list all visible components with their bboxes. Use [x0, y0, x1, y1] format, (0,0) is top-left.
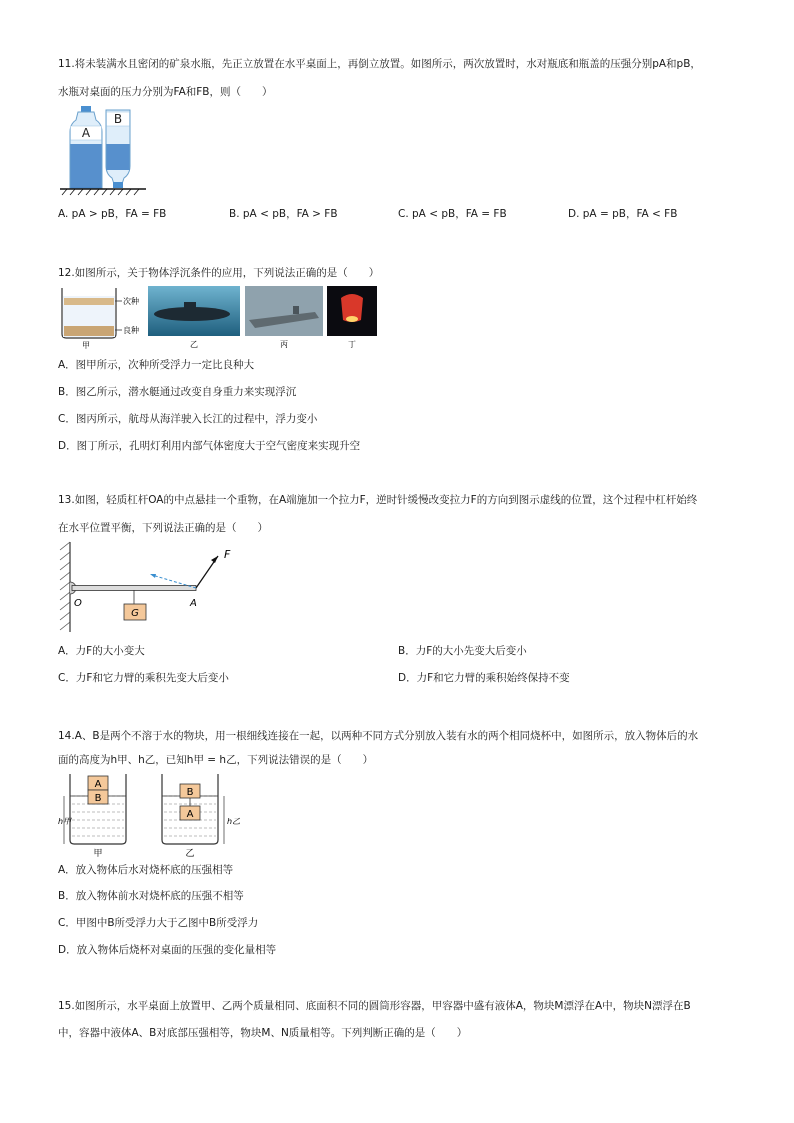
- height-label-jia: h甲: [58, 817, 72, 826]
- carrier-island: [293, 306, 299, 314]
- block-b-yi-label: B: [186, 787, 194, 798]
- q11-option-d[interactable]: D. pA = pB，FA < FB: [568, 208, 678, 220]
- q13-option-b[interactable]: B．力F的大小先变大后变小: [398, 645, 527, 657]
- q13-option-d[interactable]: D．力F和它力臂的乘积始终保持不变: [398, 672, 570, 684]
- q13-option-a[interactable]: A．力F的大小变大: [58, 645, 145, 657]
- q11-option-b[interactable]: B. pA < pB，FA > FB: [229, 208, 338, 220]
- force-f-label: F: [224, 548, 231, 561]
- q12-option-c[interactable]: C．图丙所示，航母从海洋驶入长江的过程中，浮力变小: [58, 413, 318, 425]
- q12-option-a[interactable]: A．图甲所示，次种所受浮力一定比良种大: [58, 359, 255, 371]
- q12-stem: 12.如图所示，关于物体浮沉条件的应用，下列说法正确的是（ ）: [58, 267, 380, 279]
- point-o-label: O: [74, 598, 82, 609]
- q11-bottles-figure: [58, 104, 148, 196]
- q11-option-a[interactable]: A. pA > pB，FA = FB: [58, 208, 167, 220]
- q11-option-c[interactable]: C. pA < pB，FA = FB: [398, 208, 507, 220]
- q12-figure-bing: [245, 286, 323, 350]
- sunk-seeds: [64, 326, 114, 336]
- force-f-arrowhead: [211, 556, 218, 563]
- q12-option-d[interactable]: D．图丁所示，孔明灯利用内部气体密度大于空气密度来实现升空: [58, 440, 361, 452]
- bottle-b-water: [107, 144, 130, 170]
- bottle-a-water: [71, 144, 102, 188]
- q13-lever-figure: [58, 538, 248, 638]
- submarine-tower: [184, 302, 196, 310]
- beaker-label-yi: 乙: [185, 849, 195, 859]
- block-a-jia-label: A: [94, 779, 102, 790]
- q14-option-d[interactable]: D．放入物体后烧杯对桌面的压强的变化量相等: [58, 944, 277, 956]
- fig-label-bing: 丙: [280, 340, 288, 349]
- q13-stem-line2: 在水平位置平衡，下列说法正确的是（ ）: [58, 522, 268, 534]
- q14-option-b[interactable]: B．放入物体前水对烧杯底的压强不相等: [58, 890, 244, 902]
- fig-label-ding: 丁: [348, 340, 356, 349]
- bottle-b-cap: [113, 182, 123, 188]
- q13-option-c[interactable]: C．力F和它力臂的乘积先变大后变小: [58, 672, 229, 684]
- lever-oa: [72, 586, 196, 591]
- block-a-yi-label: A: [186, 809, 194, 820]
- ocean-background: [245, 286, 323, 336]
- q15-stem-line2: 中，容器中液体A、B对底部压强相等，物块M、N质量相等。下列判断正确的是（ ）: [58, 1027, 468, 1039]
- seed-label-good: 良种: [123, 326, 139, 335]
- bottle-b-letter: B: [113, 112, 123, 126]
- q14-beakers-figure: [58, 770, 248, 860]
- q14-stem-line1: 14.A、B是两个不溶于水的物块，用一根细线连接在一起，以两种不同方式分别放入装有水的两个相同烧杯中，如图所示，放入物体后的水: [58, 730, 699, 742]
- q12-figure-yi: [148, 286, 240, 350]
- point-a-label: A: [190, 598, 197, 609]
- block-b-jia-label: B: [94, 793, 102, 804]
- floating-seeds: [64, 298, 114, 305]
- q11-stem-line1: 11.将未装满水且密闭的矿泉水瓶，先正立放置在水平桌面上，再倒立放置。如图所示，两次放置时，水对瓶底和瓶盖的压强分别pA和pB，: [58, 58, 701, 70]
- q14-option-c[interactable]: C．甲图中B所受浮力大于乙图中B所受浮力: [58, 917, 259, 929]
- bottle-a-cap: [81, 106, 91, 112]
- height-label-yi: h乙: [227, 817, 241, 826]
- beaker-label-jia: 甲: [93, 849, 103, 859]
- bottle-a-letter: A: [81, 126, 91, 140]
- q12-figure-ding: [327, 286, 377, 350]
- q12-option-b[interactable]: B．图乙所示，潜水艇通过改变自身重力来实现浮沉: [58, 386, 297, 398]
- q11-stem-line2: 水瓶对桌面的压力分别为FA和FB，则（ ）: [58, 86, 273, 98]
- q13-stem-line1: 13.如图，轻质杠杆OA的中点悬挂一个重物，在A端施加一个拉力F，逆时针缓慢改变拉力F的方向到图示虚线的位置，这个过程中杠杆始终: [58, 494, 698, 506]
- q15-stem-line1: 15.如图所示，水平桌面上放置甲、乙两个质量相同、底面积不同的圆筒形容器，甲容器中盛有液体A，物块M漂浮在A中，物块N漂浮在B: [58, 1000, 691, 1012]
- q12-figure-jia: [58, 284, 150, 350]
- weight-g-label: G: [131, 608, 139, 619]
- dashed-arrowhead: [150, 574, 156, 578]
- fig-label-jia: 甲: [82, 341, 90, 350]
- seed-label-bad: 次种: [123, 297, 139, 306]
- q14-stem-line2: 面的高度为h甲、h乙，已知h甲 = h乙，下列说法错误的是（ ）: [58, 754, 374, 766]
- fig-label-yi: 乙: [190, 340, 198, 349]
- q14-option-a[interactable]: A．放入物体后水对烧杯底的压强相等: [58, 864, 234, 876]
- lantern-flame: [346, 316, 358, 322]
